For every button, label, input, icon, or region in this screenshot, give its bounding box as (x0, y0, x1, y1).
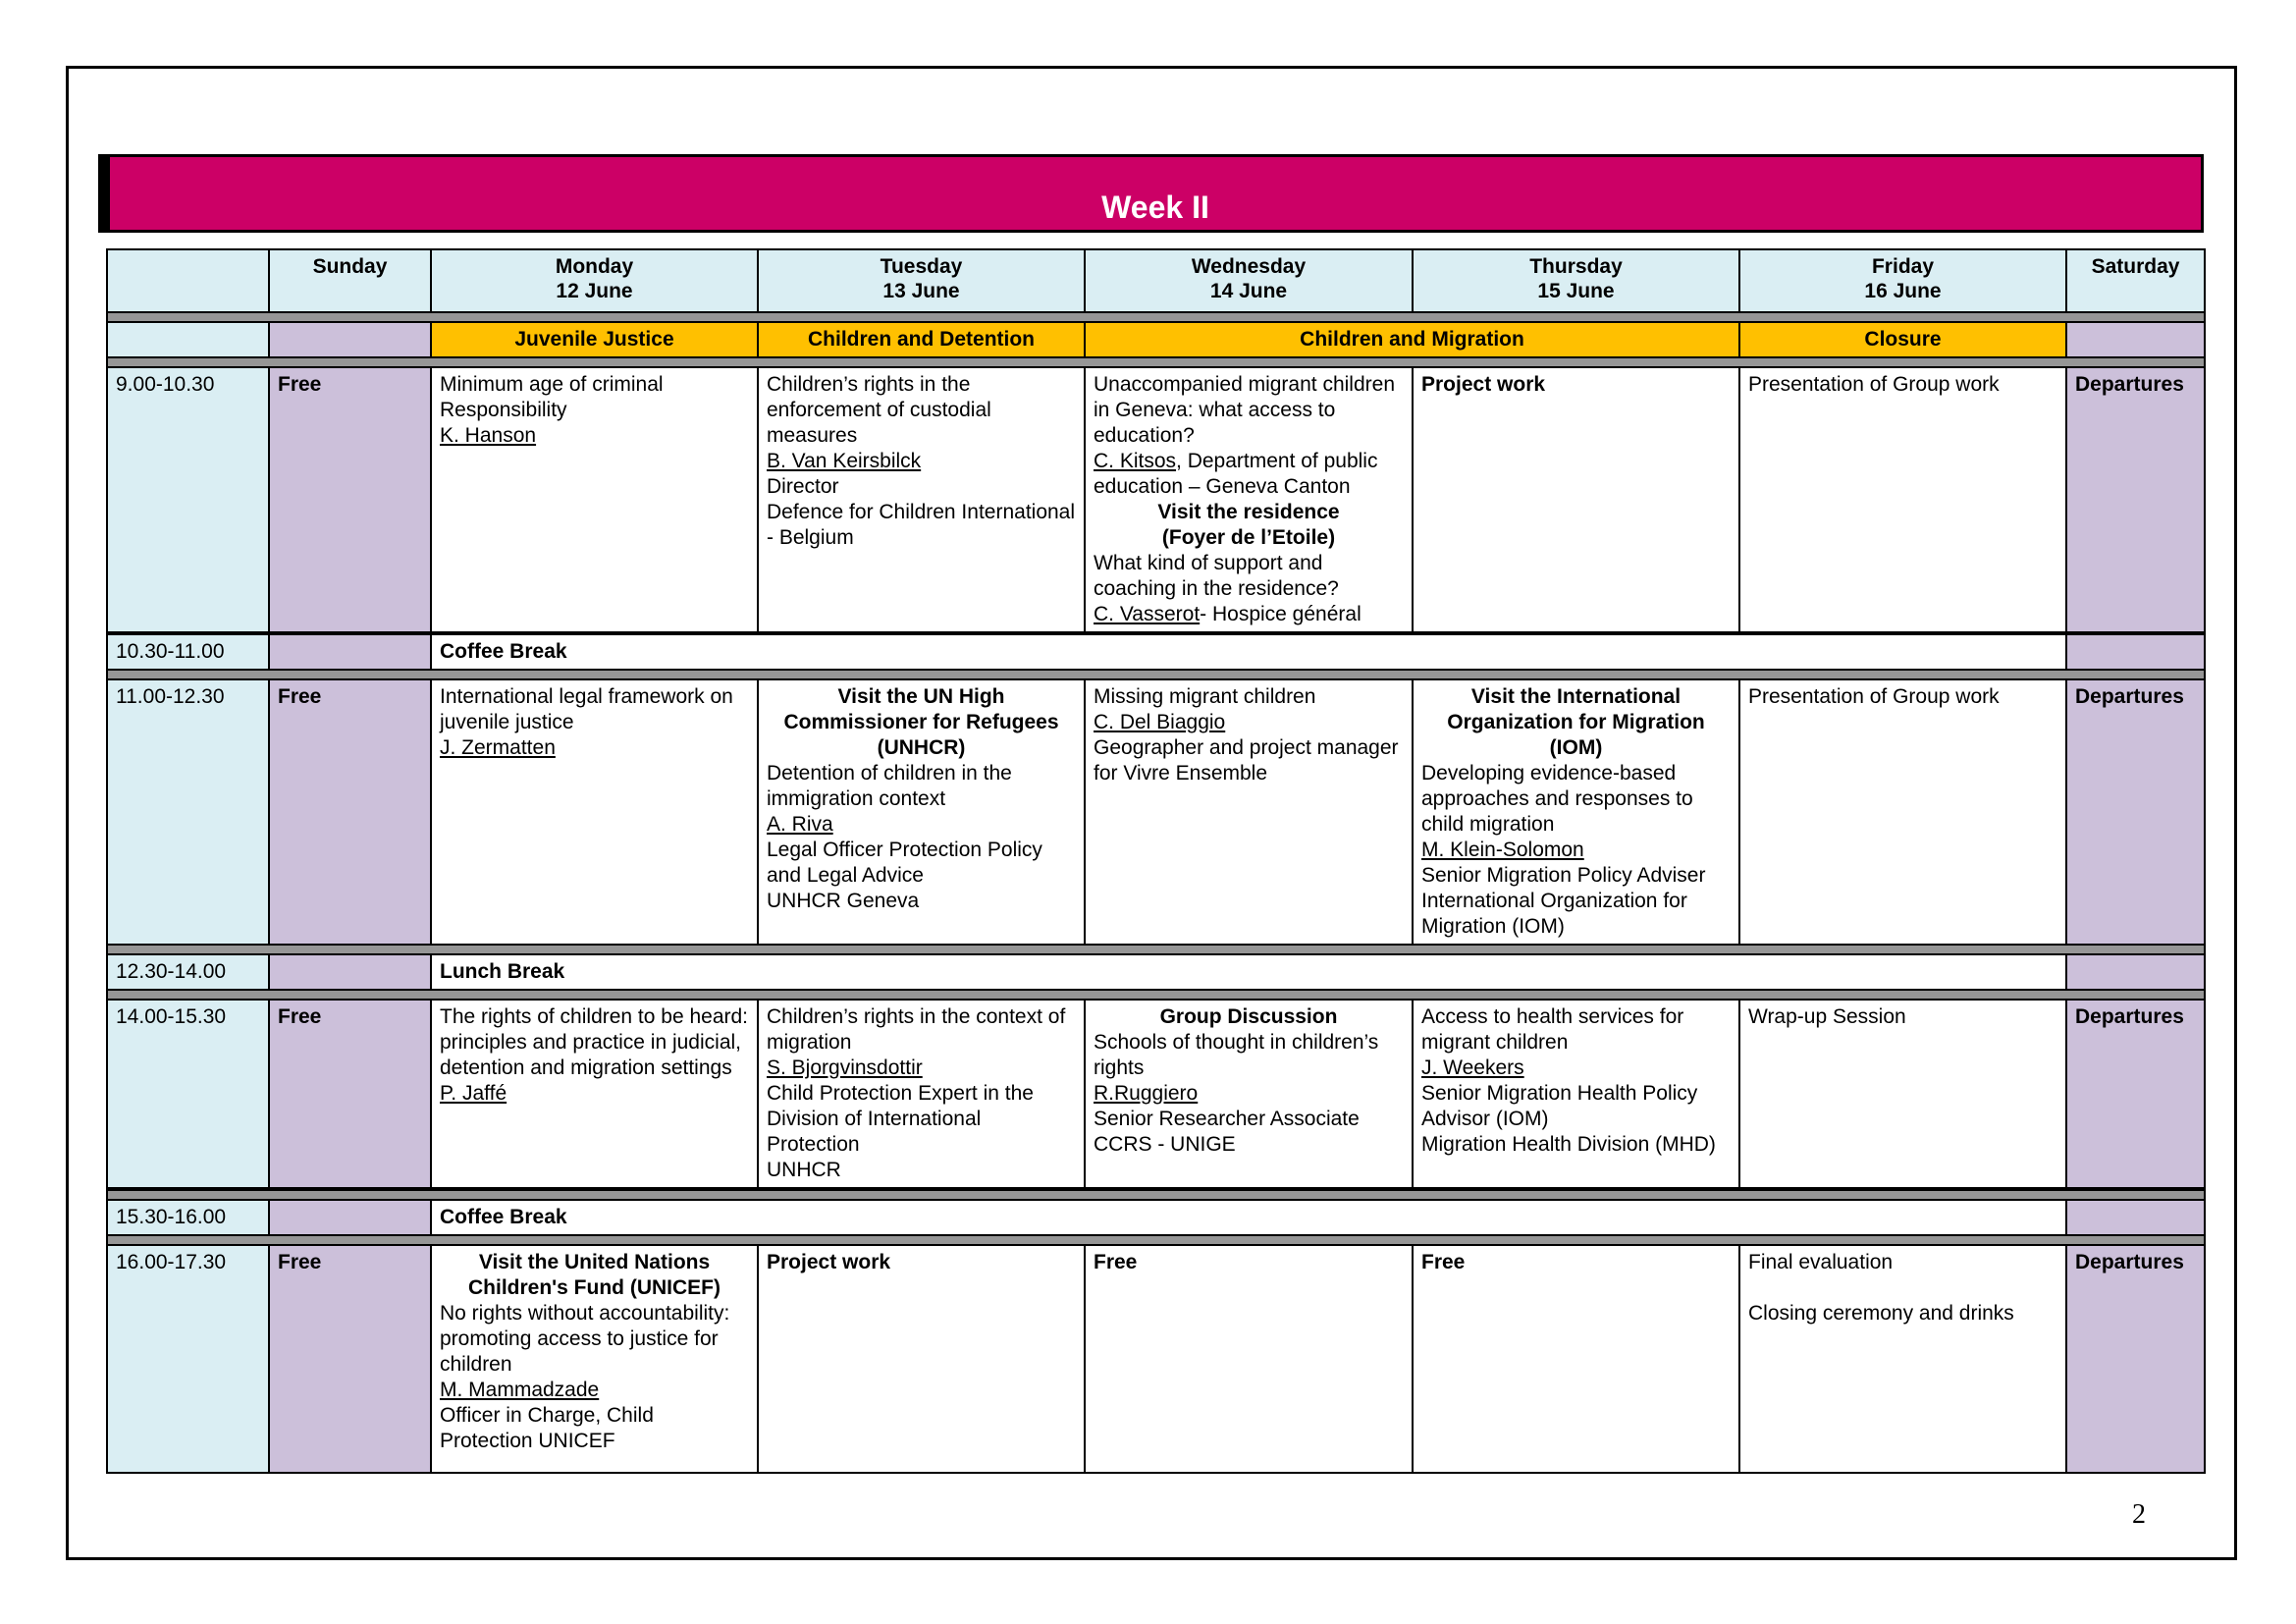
saturday-cell: Departures (2066, 1000, 2205, 1189)
monday-session: Visit the United Nations Children's Fund (UNICEF) No rights without accountability: promoting access to justice for children M. Mammadzade Officer in Charge, Child Protection UNICEF (431, 1245, 758, 1473)
time-cell: 14.00-15.30 (107, 1000, 269, 1189)
separator (107, 1235, 2205, 1245)
separator (107, 1189, 2205, 1200)
time-cell: 10.30-11.00 (107, 633, 269, 670)
time-row-1400 (107, 1000, 2205, 1189)
saturday-cell: Departures (2066, 1245, 2205, 1473)
speaker-name: R.Ruggiero (1094, 1082, 1199, 1105)
speaker-name: K. Hanson (440, 424, 537, 447)
sunday-cell: Free (269, 679, 431, 945)
break-row-1030 (107, 633, 2205, 670)
wednesday-session: Group Discussion Schools of thought in children’s rights R.Ruggiero Senior Researcher Associate CCRS - UNIGE (1085, 1000, 1413, 1189)
header-wednesday: Wednesday 14 June (1085, 249, 1413, 312)
separator (107, 357, 2205, 367)
sunday-cell: Free (269, 1000, 431, 1189)
schedule-table (106, 248, 2206, 1474)
speaker-name: C. Kitsos (1094, 450, 1177, 472)
theme-friday: Closure (1739, 322, 2066, 357)
sunday-cell: Free (269, 367, 431, 633)
speaker-name: C. Vasserot (1094, 603, 1201, 625)
saturday-cell: Departures (2066, 679, 2205, 945)
week-title: Week II (1101, 189, 1209, 225)
time-row-0900 (107, 367, 2205, 633)
wednesday-session: Free (1085, 1245, 1413, 1473)
speaker-name: J. Zermatten (440, 736, 556, 759)
time-row-1100 (107, 679, 2205, 945)
break-label: Coffee Break (431, 1200, 2066, 1235)
separator (107, 990, 2205, 1000)
friday-session: Final evaluation Closing ceremony and drinks (1739, 1245, 2066, 1473)
speaker-name: M. Mammadzade (440, 1379, 600, 1401)
break-label: Lunch Break (431, 954, 2066, 990)
time-row-1600 (107, 1245, 2205, 1473)
speaker-name: B. Van Keirsbilck (767, 450, 922, 472)
week-banner (98, 154, 2204, 233)
sunday-cell: Free (269, 1245, 431, 1473)
monday-session: International legal framework on juvenile justice J. Zermatten (431, 679, 758, 945)
header-monday: Monday 12 June (431, 249, 758, 312)
theme-row (107, 322, 2205, 357)
speaker-name: J. Weekers (1421, 1056, 1524, 1079)
theme-monday: Juvenile Justice (431, 322, 758, 357)
saturday-cell: Departures (2066, 367, 2205, 633)
header-tuesday: Tuesday 13 June (758, 249, 1085, 312)
separator (107, 670, 2205, 679)
wednesday-session: Missing migrant children C. Del Biaggio Geographer and project manager for Vivre Ensemble (1085, 679, 1413, 945)
header-friday: Friday 16 June (1739, 249, 2066, 312)
thursday-session: Free (1413, 1245, 1739, 1473)
header-time-cell (107, 249, 269, 312)
header-saturday: Saturday (2066, 249, 2205, 312)
time-cell: 12.30-14.00 (107, 954, 269, 990)
friday-session: Wrap-up Session (1739, 1000, 2066, 1189)
speaker-name: S. Bjorgvinsdottir (767, 1056, 923, 1079)
time-cell: 11.00-12.30 (107, 679, 269, 945)
speaker-name: P. Jaffé (440, 1082, 507, 1105)
thursday-session: Project work (1413, 367, 1739, 633)
tuesday-session: Children’s rights in the context of migration S. Bjorgvinsdottir Child Protection Expert in the Division of International Protection UNHCR (758, 1000, 1085, 1189)
speaker-name: A. Riva (767, 813, 833, 836)
monday-session: Minimum age of criminal Responsibility K. Hanson (431, 367, 758, 633)
friday-session: Presentation of Group work (1739, 367, 2066, 633)
friday-session: Presentation of Group work (1739, 679, 2066, 945)
break-row-1530 (107, 1200, 2205, 1235)
break-row-1230 (107, 954, 2205, 990)
day-header-row (107, 249, 2205, 312)
theme-wed-thu: Children and Migration (1085, 322, 1739, 357)
theme-tuesday: Children and Detention (758, 322, 1085, 357)
page-number: 2 (2132, 1499, 2146, 1530)
time-cell: 15.30-16.00 (107, 1200, 269, 1235)
monday-session: The rights of children to be heard: principles and practice in judicial, detention and migration settings P. Jaffé (431, 1000, 758, 1189)
separator (107, 312, 2205, 322)
time-cell: 16.00-17.30 (107, 1245, 269, 1473)
wednesday-session: Unaccompanied migrant children in Geneva: what access to education? C. Kitsos, Department of public education – Geneva Canton Visit the residence (Foyer de l’Etoile) What kind of support and coaching in the residence? C. Vasserot- Hospice général (1085, 367, 1413, 633)
separator (107, 945, 2205, 954)
header-thursday: Thursday 15 June (1413, 249, 1739, 312)
thursday-session: Visit the International Organization for Migration (IOM) Developing evidence-based approaches and responses to child migration M. Klein-Solomon Senior Migration Policy Adviser International Organization for Migration (IOM) (1413, 679, 1739, 945)
header-sunday: Sunday (269, 249, 431, 312)
speaker-name: M. Klein-Solomon (1421, 839, 1584, 861)
break-label: Coffee Break (431, 633, 2066, 670)
time-cell: 9.00-10.30 (107, 367, 269, 633)
thursday-session: Access to health services for migrant children J. Weekers Senior Migration Health Policy Advisor (IOM) Migration Health Division (MHD) (1413, 1000, 1739, 1189)
tuesday-session: Project work (758, 1245, 1085, 1473)
tuesday-session: Children’s rights in the enforcement of custodial measures B. Van Keirsbilck Director Defence for Children International - Belgium (758, 367, 1085, 633)
speaker-name: C. Del Biaggio (1094, 711, 1226, 733)
tuesday-session: Visit the UN High Commissioner for Refugees (UNHCR) Detention of children in the immigration context A. Riva Legal Officer Protection Policy and Legal Advice UNHCR Geneva (758, 679, 1085, 945)
